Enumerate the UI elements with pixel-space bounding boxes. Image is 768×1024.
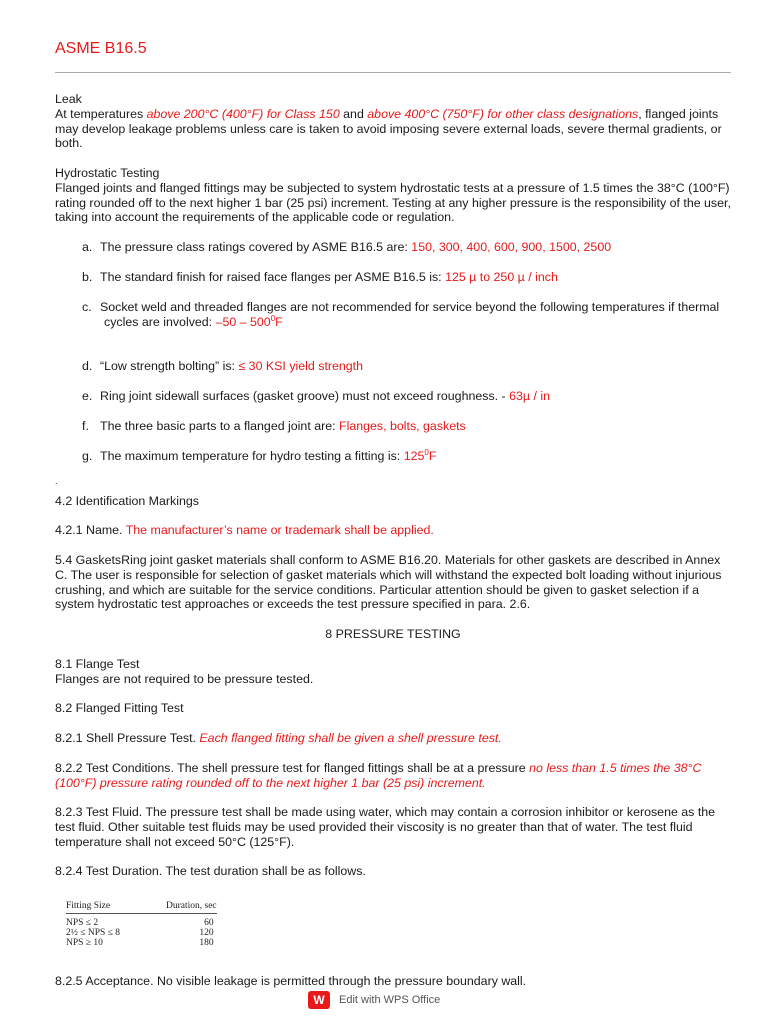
section-red-text: no less than 1.5 times the 38°C (100°F) pressure rating rounded off to the next higher 1 bar (25 psi) increment.: [55, 761, 702, 790]
list-marker: e.: [82, 389, 93, 403]
section-label: 8.2.5 Acceptance.: [55, 974, 154, 988]
list-item-g: [82, 449, 732, 464]
unit: F: [275, 314, 283, 329]
cell-size: NPS ≥ 10: [66, 938, 103, 948]
hydro-text: Flanged joints and flanged fittings may be subjected to system hydrostatic tests at a pressure of 1.5 times the 38°C (100°F) rating rounded off to the next higher 1 bar (25 psi) increment. Testing at any higher pressure is the responsibility of the user, taking into account the requirements of the applicable code or regulation.: [55, 180, 731, 225]
section-8-1: [55, 657, 733, 687]
list-answer: 150, 300, 400, 600, 900, 1500, 2500: [411, 240, 612, 254]
list-marker: c.: [82, 300, 92, 314]
section-text: Flanges are not required to be pressure tested.: [55, 671, 314, 686]
col-header-fitting-size: Fitting Size: [66, 901, 120, 914]
section-4-2-heading: 4.2 Identification Markings: [55, 494, 199, 508]
cell-duration: 180: [199, 938, 214, 948]
cell-size: 2½ ≤ NPS ≤ 8: [66, 928, 120, 938]
cell-duration: 60: [204, 918, 214, 928]
list-item-d: [82, 359, 732, 374]
section-text: Ring joint gasket materials shall conform to ASME B16.20. Materials for other gaskets are described in Annex C. The user is responsible for selection of gasket materials which will withstand the expected bolt loading without injurious crushing, and which are suitable for the service conditions. Particular attention should be given to gasket selection if a system hydrostatic test approaches or exceeds the test pressure specified in para. 2.6.: [55, 553, 722, 612]
section-text: The test duration shall be as follows.: [162, 864, 366, 878]
leak-text-3: , flanged joints may develop leakage problems unless care is taken to avoid imposing severe external loads, severe thermal gradients, or both.: [55, 106, 722, 151]
leak-red-2: above 400°C (750°F) for other class designations: [367, 106, 639, 121]
section-label: 8.2.2 Test Conditions.: [55, 761, 174, 775]
wps-edit-text: Edit with WPS Office: [339, 993, 441, 1006]
section-red-text: Each flanged fitting shall be given a shell pressure test.: [195, 731, 502, 745]
section-5-4: [55, 553, 733, 612]
list-text: The maximum temperature for hydro testing a fitting is:: [100, 449, 404, 463]
section-label: 4.2.1 Name.: [55, 523, 123, 537]
list-answer: –50 – 500: [215, 314, 271, 329]
wps-edit-link[interactable]: [308, 991, 440, 1009]
degree-sup: 0: [424, 447, 429, 457]
page-title: ASME B16.5: [55, 40, 147, 57]
section-8-2-2: [55, 761, 733, 791]
section-8-2-4: [55, 864, 733, 879]
unit: F: [428, 449, 437, 463]
list-text: Socket weld and threaded flanges are not recommended for service beyond the following temperatures if thermal: [100, 300, 720, 314]
list-item-a: [82, 240, 732, 255]
list-answer: 125: [403, 449, 425, 463]
table-row: [66, 914, 217, 929]
list-marker: g.: [82, 449, 93, 463]
section-8-2-5: [55, 974, 733, 989]
list-marker: f.: [82, 419, 89, 433]
degree-sup: 0: [270, 313, 276, 323]
leak-text-2: and: [339, 106, 368, 121]
section-8-2-1: [55, 731, 733, 746]
section-label: 8.2.4 Test Duration.: [55, 864, 163, 878]
leak-text-1: At temperatures: [55, 106, 147, 121]
hydro-section: [55, 166, 733, 225]
list-item-b: [82, 270, 732, 285]
list-text: Ring joint sidewall surfaces (gasket groove) must not exceed roughness. -: [100, 389, 510, 403]
list-answer: Flanges, bolts, gaskets: [339, 419, 466, 433]
list-marker: a.: [82, 240, 93, 254]
title-divider: [55, 72, 731, 73]
section-label: 8.2.1 Shell Pressure Test.: [55, 731, 196, 745]
table-header-row: [66, 901, 217, 914]
stray-dot: .: [55, 476, 58, 486]
list-text: The three basic parts to a flanged joint are:: [100, 419, 340, 433]
section-8-heading: 8 PRESSURE TESTING: [325, 627, 461, 641]
col-header-duration: Duration, sec: [120, 901, 217, 914]
section-4-2-1: [55, 523, 733, 538]
section-text: No visible leakage is permitted through the pressure boundary wall.: [153, 974, 527, 988]
section-text: The shell pressure test for flanged fittings shall be at a pressure: [173, 761, 530, 775]
table-row: [66, 928, 217, 938]
section-red-text: The manufacturer’s name or trademark shall be applied.: [122, 523, 434, 537]
list-answer: 63µ / in: [509, 389, 550, 403]
list-item-e: [82, 389, 732, 404]
duration-table: [66, 901, 217, 948]
leak-heading: Leak: [55, 92, 82, 106]
list-answer: 125 µ to 250 µ / inch: [445, 270, 558, 284]
list-text: The pressure class ratings covered by ASME B16.5 are:: [100, 240, 412, 254]
list-item-f: [82, 419, 732, 434]
table-row: [66, 938, 217, 948]
section-label: 5.4 Gaskets: [55, 553, 122, 567]
list-marker: b.: [82, 270, 93, 284]
leak-section: [55, 92, 733, 151]
section-label: 8.2.3 Test Fluid.: [55, 805, 143, 819]
list-text: “Low strength bolting” is:: [100, 359, 239, 373]
cell-duration: 120: [199, 928, 214, 938]
hydro-heading: Hydrostatic Testing: [55, 166, 160, 180]
list-item-c: [82, 300, 732, 330]
list-marker: d.: [82, 359, 93, 373]
section-8-2-heading: 8.2 Flanged Fitting Test: [55, 701, 184, 715]
wps-logo-icon: W: [308, 991, 330, 1009]
list-answer: ≤ 30 KSI yield strength: [238, 359, 364, 373]
cell-size: NPS ≤ 2: [66, 918, 99, 928]
section-8-2-3: [55, 805, 733, 849]
section-heading: 8.1 Flange Test: [55, 657, 140, 671]
list-text: The standard finish for raised face flanges per ASME B16.5 is:: [100, 270, 446, 284]
leak-red-1: above 200°C (400°F) for Class 150: [146, 106, 340, 121]
section-text: The pressure test shall be made using water, which may contain a corrosion inhibitor or kerosene as the test fluid. Other suitable test fluids may be used provided their viscosity is no greater than that of water. The test fluid temperature shall not exceed 50°C (125°F).: [55, 805, 716, 849]
list-text-cont: cycles are involved:: [104, 314, 216, 329]
